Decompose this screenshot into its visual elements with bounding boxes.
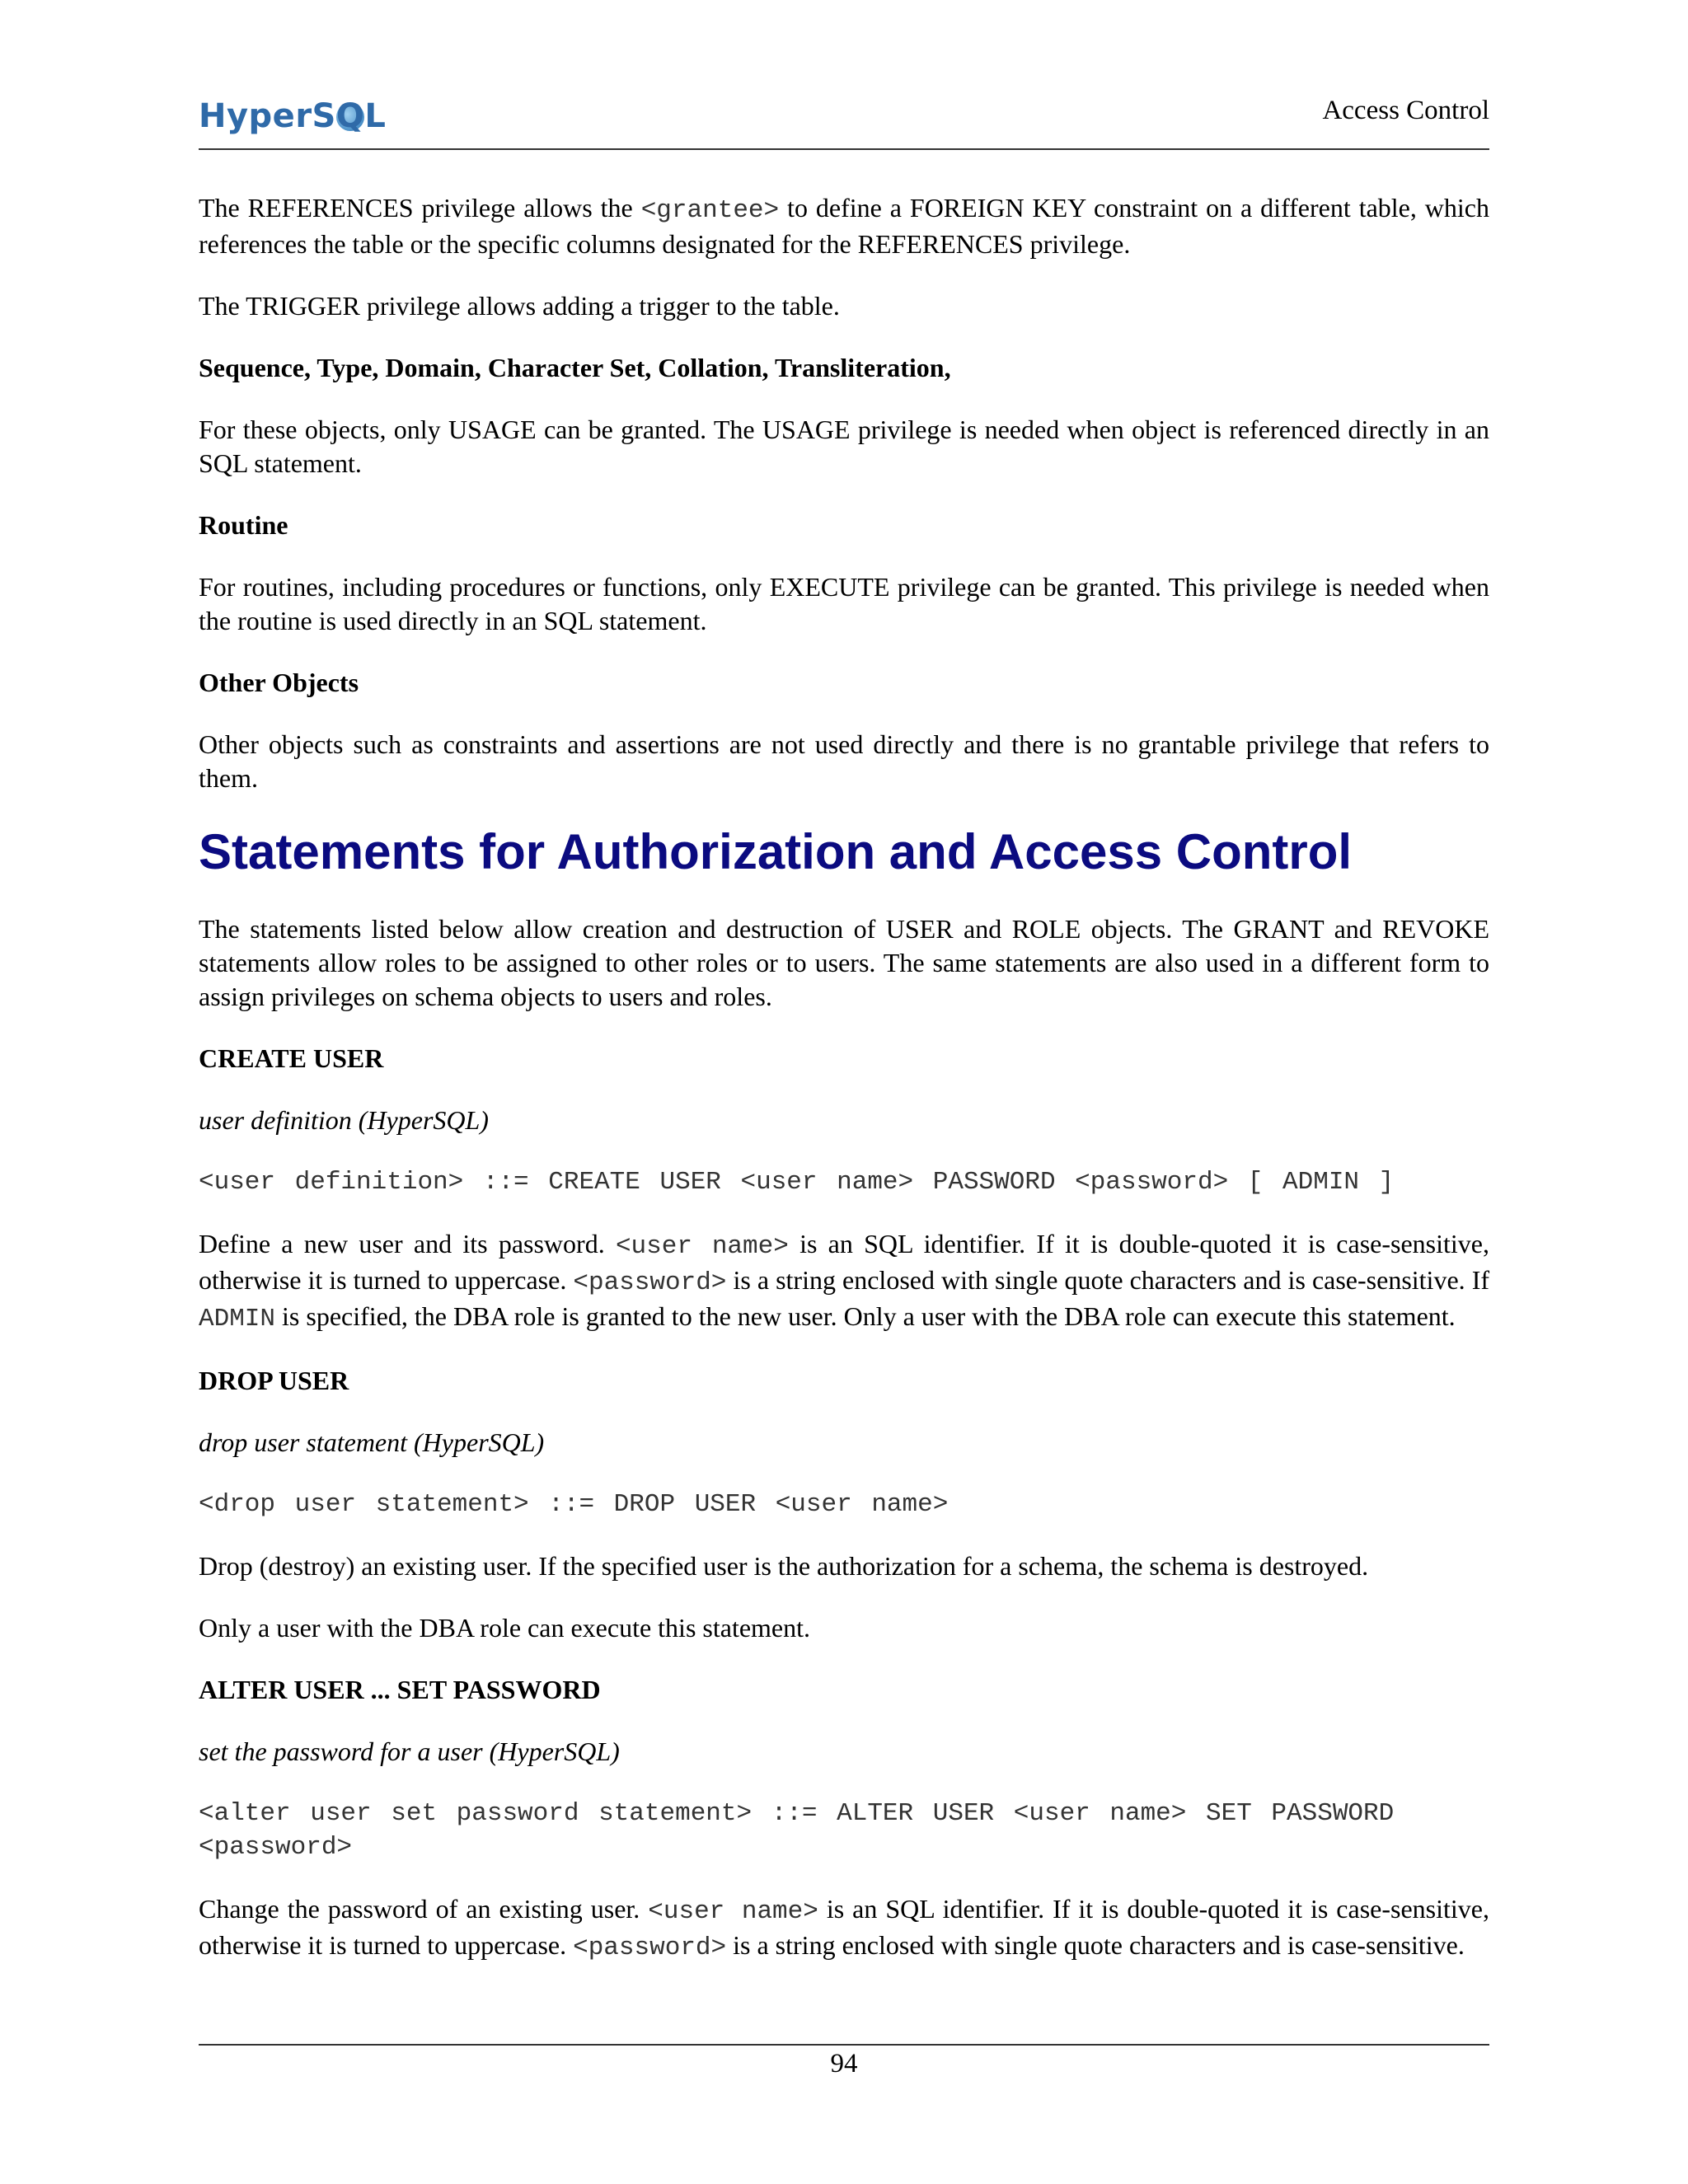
page-content xyxy=(199,191,1489,1993)
syntax-alter-user: <alter user set password statement> ::= ALTER USER <user name> SET PASSWORD <password> xyxy=(199,1799,1414,1862)
heading-routine: Routine xyxy=(199,510,288,540)
heading-alter-user: ALTER USER ... SET PASSWORD xyxy=(199,1675,601,1704)
heading-sequence: Sequence, Type, Domain, Character Set, Collation, Transliteration, xyxy=(199,353,951,382)
page-number: 94 xyxy=(830,2049,858,2079)
code-grantee: <grantee> xyxy=(640,196,780,225)
paragraph-drop-user-dba: Only a user with the DBA role can execute this statement. xyxy=(199,1613,811,1643)
syntax-drop-user: <drop user statement> ::= DROP USER <user name> xyxy=(199,1490,949,1519)
paragraph-trigger: The TRIGGER privilege allows adding a trigger to the table. xyxy=(199,291,840,321)
logo-text-left: HyperS xyxy=(199,97,336,135)
heading-create-user: CREATE USER xyxy=(199,1043,384,1073)
subtitle-drop-user: drop user statement (HyperSQL) xyxy=(199,1427,545,1457)
syntax-create-user: <user definition> ::= CREATE USER <user name> PASSWORD <password> [ ADMIN ] xyxy=(199,1168,1395,1197)
paragraph-create-user: Define a new user and its password. <user name> is an SQL identifier. If it is double-quoted it is case-sensitive, otherwise it is turned to uppercase. <password> is a string enclosed with single quote characters and is case-sensitive. If ADMIN is specified, the DBA role is granted to the new user. Only a user with the DBA role can execute this statement. xyxy=(199,1229,1490,1333)
logo-q-icon: Q xyxy=(335,97,365,135)
heading-drop-user: DROP USER xyxy=(199,1366,349,1395)
paragraph-alter-user: Change the password of an existing user. <user name> is an SQL identifier. If it is double-quoted it is case-sensitive, otherwise it is turned to uppercase. <password> is a string enclosed with single quote characters and is case-sensitive. xyxy=(199,1894,1490,1962)
paragraph-other-objects: Other objects such as constraints and assertions are not used directly and there is no grantable privilege that refers to them. xyxy=(199,729,1489,793)
page-header xyxy=(199,91,1489,150)
section-heading: Statements for Authorization and Access Control xyxy=(199,824,1353,879)
header-section-title: Access Control xyxy=(1322,96,1489,125)
paragraph-statements: The statements listed below allow creation and destruction of USER and ROLE objects. The GRANT and REVOKE statements allow roles to be assigned to other roles or to users. The same statements are also used in a different form to assign privileges on schema objects to users and roles. xyxy=(199,914,1489,1011)
subtitle-alter-user: set the password for a user (HyperSQL) xyxy=(199,1736,620,1766)
paragraph-sequence: For these objects, only USAGE can be granted. The USAGE privilege is needed when object is referenced directly in an SQL statement. xyxy=(199,415,1489,478)
paragraph-references: The REFERENCES privilege allows the <grantee> to define a FOREIGN KEY constraint on a different table, which references the table or the specific columns designated for the REFERENCES privilege. xyxy=(199,193,1490,259)
subtitle-create-user: user definition (HyperSQL) xyxy=(199,1105,489,1135)
footer-divider xyxy=(199,2044,1489,2046)
paragraph-routine: For routines, including procedures or functions, only EXECUTE privilege can be granted. This privilege is needed when the routine is used directly in an SQL statement. xyxy=(199,572,1489,635)
heading-other-objects: Other Objects xyxy=(199,668,359,697)
logo-text-right: L xyxy=(364,97,387,135)
hypersql-logo xyxy=(199,97,386,135)
paragraph-drop-user: Drop (destroy) an existing user. If the specified user is the authorization for a schema, the schema is destroyed. xyxy=(199,1551,1369,1581)
